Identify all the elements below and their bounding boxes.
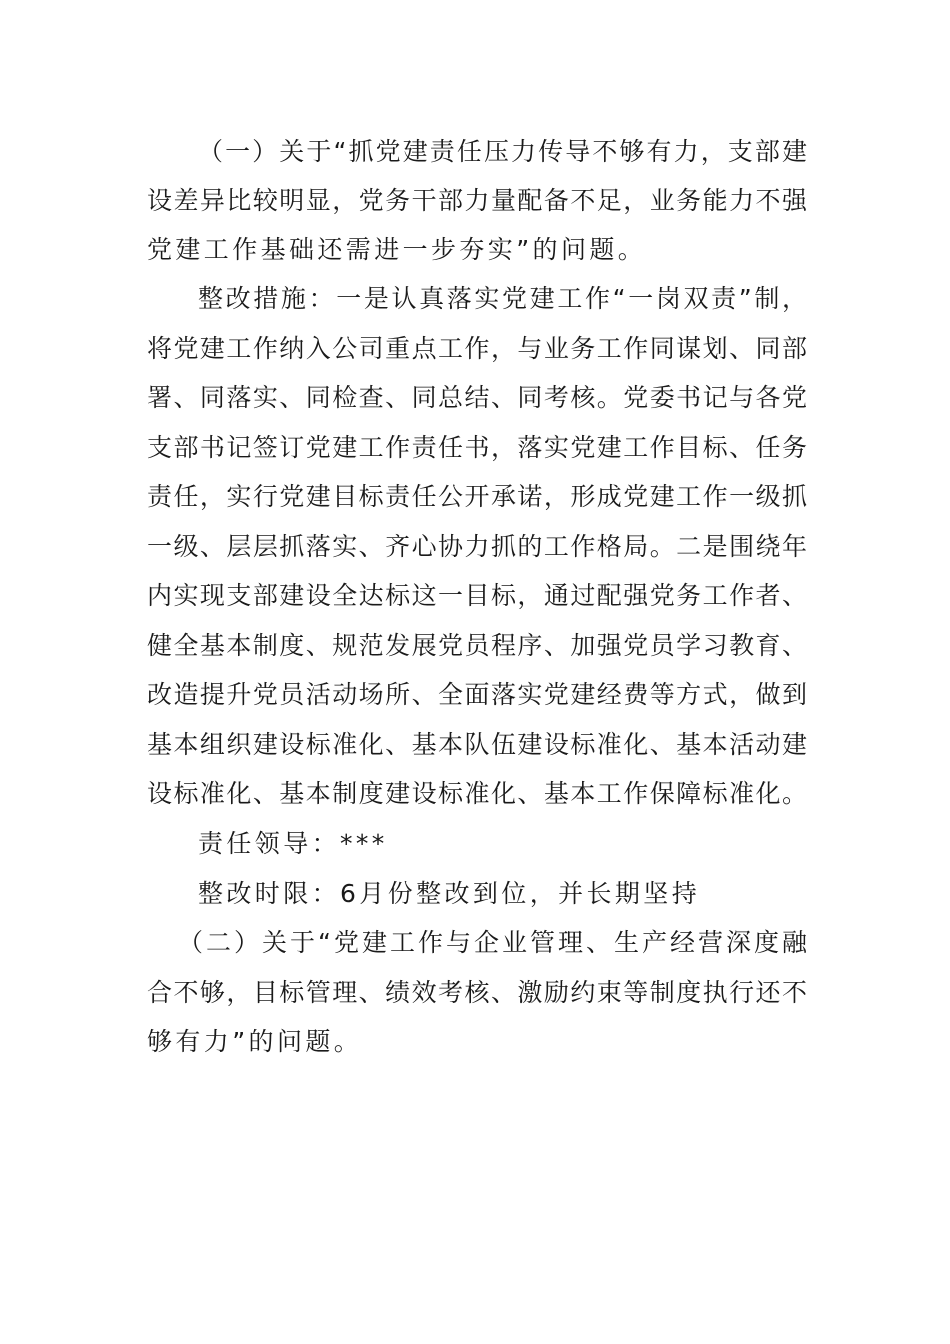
measures-line: 改造提升党员活动场所、全面落实党建经费等方式，做到 [147, 680, 807, 709]
measures-line: 署、同落实、同检查、同总结、同考核。党委书记与各党 [147, 383, 807, 412]
section2-title-line: （二）关于“党建工作与企业管理、生产经营深度融 [178, 928, 807, 957]
measures-line: 支部书记签订党建工作责任书，落实党建工作目标、任务 [147, 433, 807, 462]
section2-title-line: 够有力”的问题。 [147, 1027, 363, 1056]
measures-line: 健全基本制度、规范发展党员程序、加强党员学习教育、 [147, 631, 807, 660]
section2-title-line: 合不够，目标管理、绩效考核、激励约束等制度执行还不 [147, 978, 807, 1007]
measures-line: 整改措施：一是认真落实党建工作“一岗双责”制， [198, 284, 807, 313]
responsible-leader: 责任领导：*** [198, 829, 388, 858]
section1-title-line: 党建工作基础还需进一步夯实”的问题。 [147, 235, 647, 264]
measures-line: 基本组织建设标准化、基本队伍建设标准化、基本活动建 [147, 730, 807, 759]
measures-line: 责任，实行党建目标责任公开承诺，形成党建工作一级抓 [147, 482, 807, 511]
measures-line: 将党建工作纳入公司重点工作，与业务工作同谋划、同部 [147, 334, 807, 363]
section1-title-line: （一）关于“抓党建责任压力传导不够有力，支部建 [198, 137, 807, 166]
section1-title-line: 设差异比较明显，党务干部力量配备不足，业务能力不强 [147, 186, 807, 215]
measures-line: 内实现支部建设全达标这一目标，通过配强党务工作者、 [147, 581, 807, 610]
measures-line: 设标准化、基本制度建设标准化、基本工作保障标准化。 [147, 779, 807, 808]
rectification-deadline: 整改时限：6月份整改到位，并长期坚持 [198, 879, 701, 908]
measures-line: 一级、层层抓落实、齐心协力抓的工作格局。二是围绕年 [147, 532, 807, 561]
